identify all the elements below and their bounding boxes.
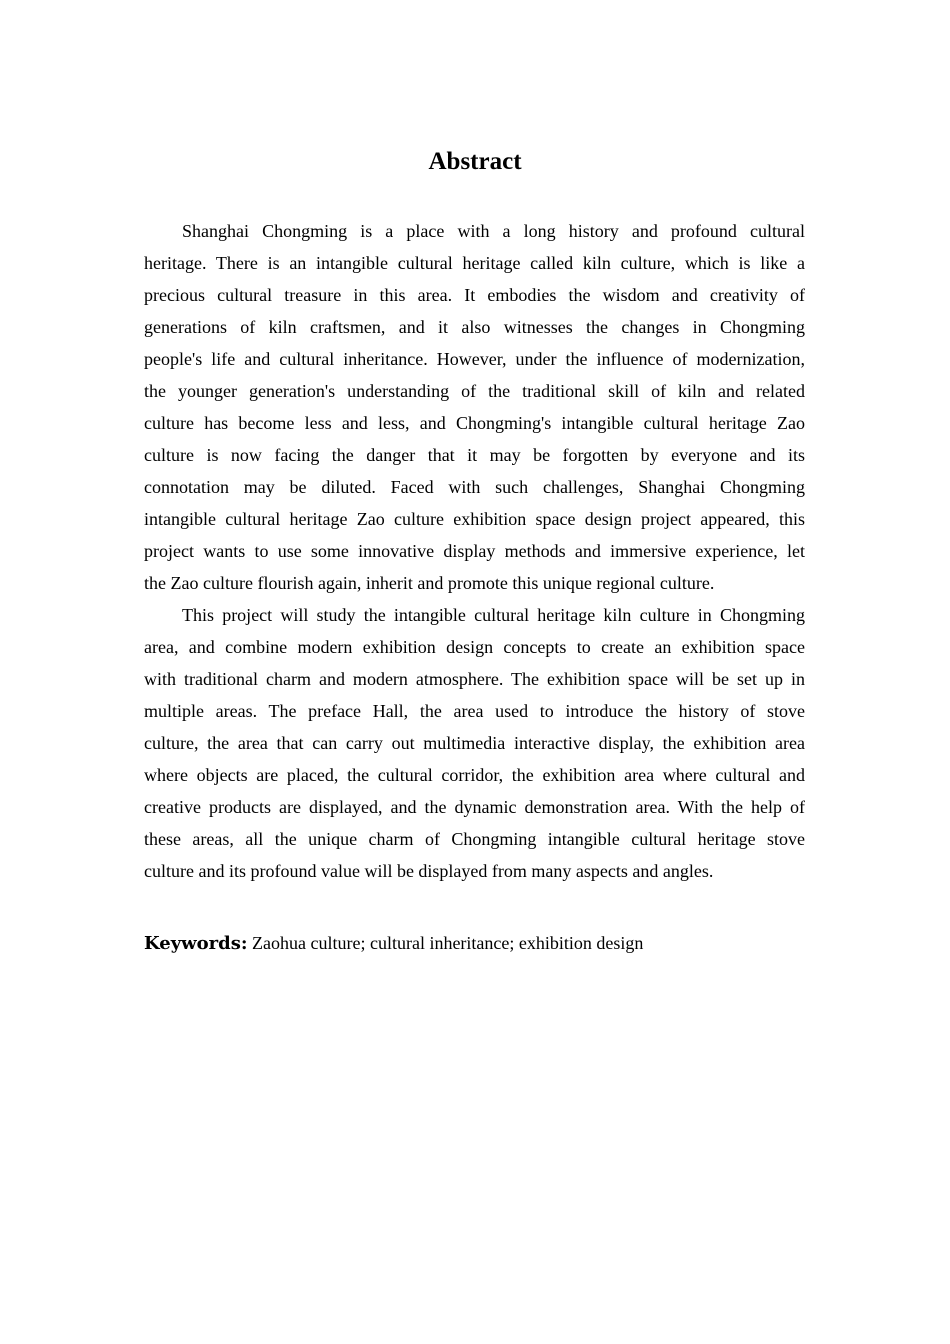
paragraph-line: connotation may be diluted. Faced with such challenges, Shanghai Chongming [144, 477, 805, 497]
paragraph [144, 599, 805, 887]
paragraph-line: culture is now facing the danger that it may be forgotten by everyone and its [144, 445, 805, 465]
paragraph-line: these areas, all the unique charm of Chongming intangible cultural heritage stove [144, 829, 805, 849]
paragraph [144, 215, 805, 599]
paragraph-line: culture, the area that can carry out multimedia interactive display, the exhibition area [144, 733, 805, 753]
paragraph-line: the younger generation's understanding of the traditional skill of kiln and related [144, 381, 805, 401]
paragraph-line: area, and combine modern exhibition design concepts to create an exhibition space [144, 637, 805, 657]
paragraph-line: culture has become less and less, and Chongming's intangible cultural heritage Zao [144, 413, 805, 433]
paragraph-line: generations of kiln craftsmen, and it also witnesses the changes in Chongming [144, 317, 805, 337]
keywords-label: Keywords: [144, 933, 248, 954]
page-title: Abstract [428, 148, 522, 175]
paragraph-line: precious cultural treasure in this area. It embodies the wisdom and creativity of [144, 285, 805, 305]
paragraph-line: Shanghai Chongming is a place with a long history and profound cultural [182, 221, 805, 241]
paragraph-line: project wants to use some innovative display methods and immersive experience, let [144, 541, 805, 561]
keywords-value: Zaohua culture; cultural inheritance; exhibition design [252, 933, 644, 953]
paragraph-line: heritage. There is an intangible cultural heritage called kiln culture, which is like a [144, 253, 805, 273]
paragraph-line: the Zao culture flourish again, inherit and promote this unique regional culture. [144, 573, 715, 593]
paragraph-line: with traditional charm and modern atmosphere. The exhibition space will be set up in [144, 669, 805, 689]
paragraph-line: where objects are placed, the cultural corridor, the exhibition area where cultural and [144, 765, 805, 785]
paragraph-line: This project will study the intangible cultural heritage kiln culture in Chongming [182, 605, 805, 625]
paragraph-line: people's life and cultural inheritance. However, under the influence of modernization, [144, 349, 805, 369]
keywords-line [144, 927, 643, 960]
abstract-body [144, 215, 805, 887]
paragraph-line: multiple areas. The preface Hall, the area used to introduce the history of stove [144, 701, 805, 721]
paragraph-line: creative products are displayed, and the dynamic demonstration area. With the help of [144, 797, 805, 817]
paragraph-line: intangible cultural heritage Zao culture exhibition space design project appeared, this [144, 509, 805, 529]
paragraph-line: culture and its profound value will be displayed from many aspects and angles. [144, 861, 714, 881]
